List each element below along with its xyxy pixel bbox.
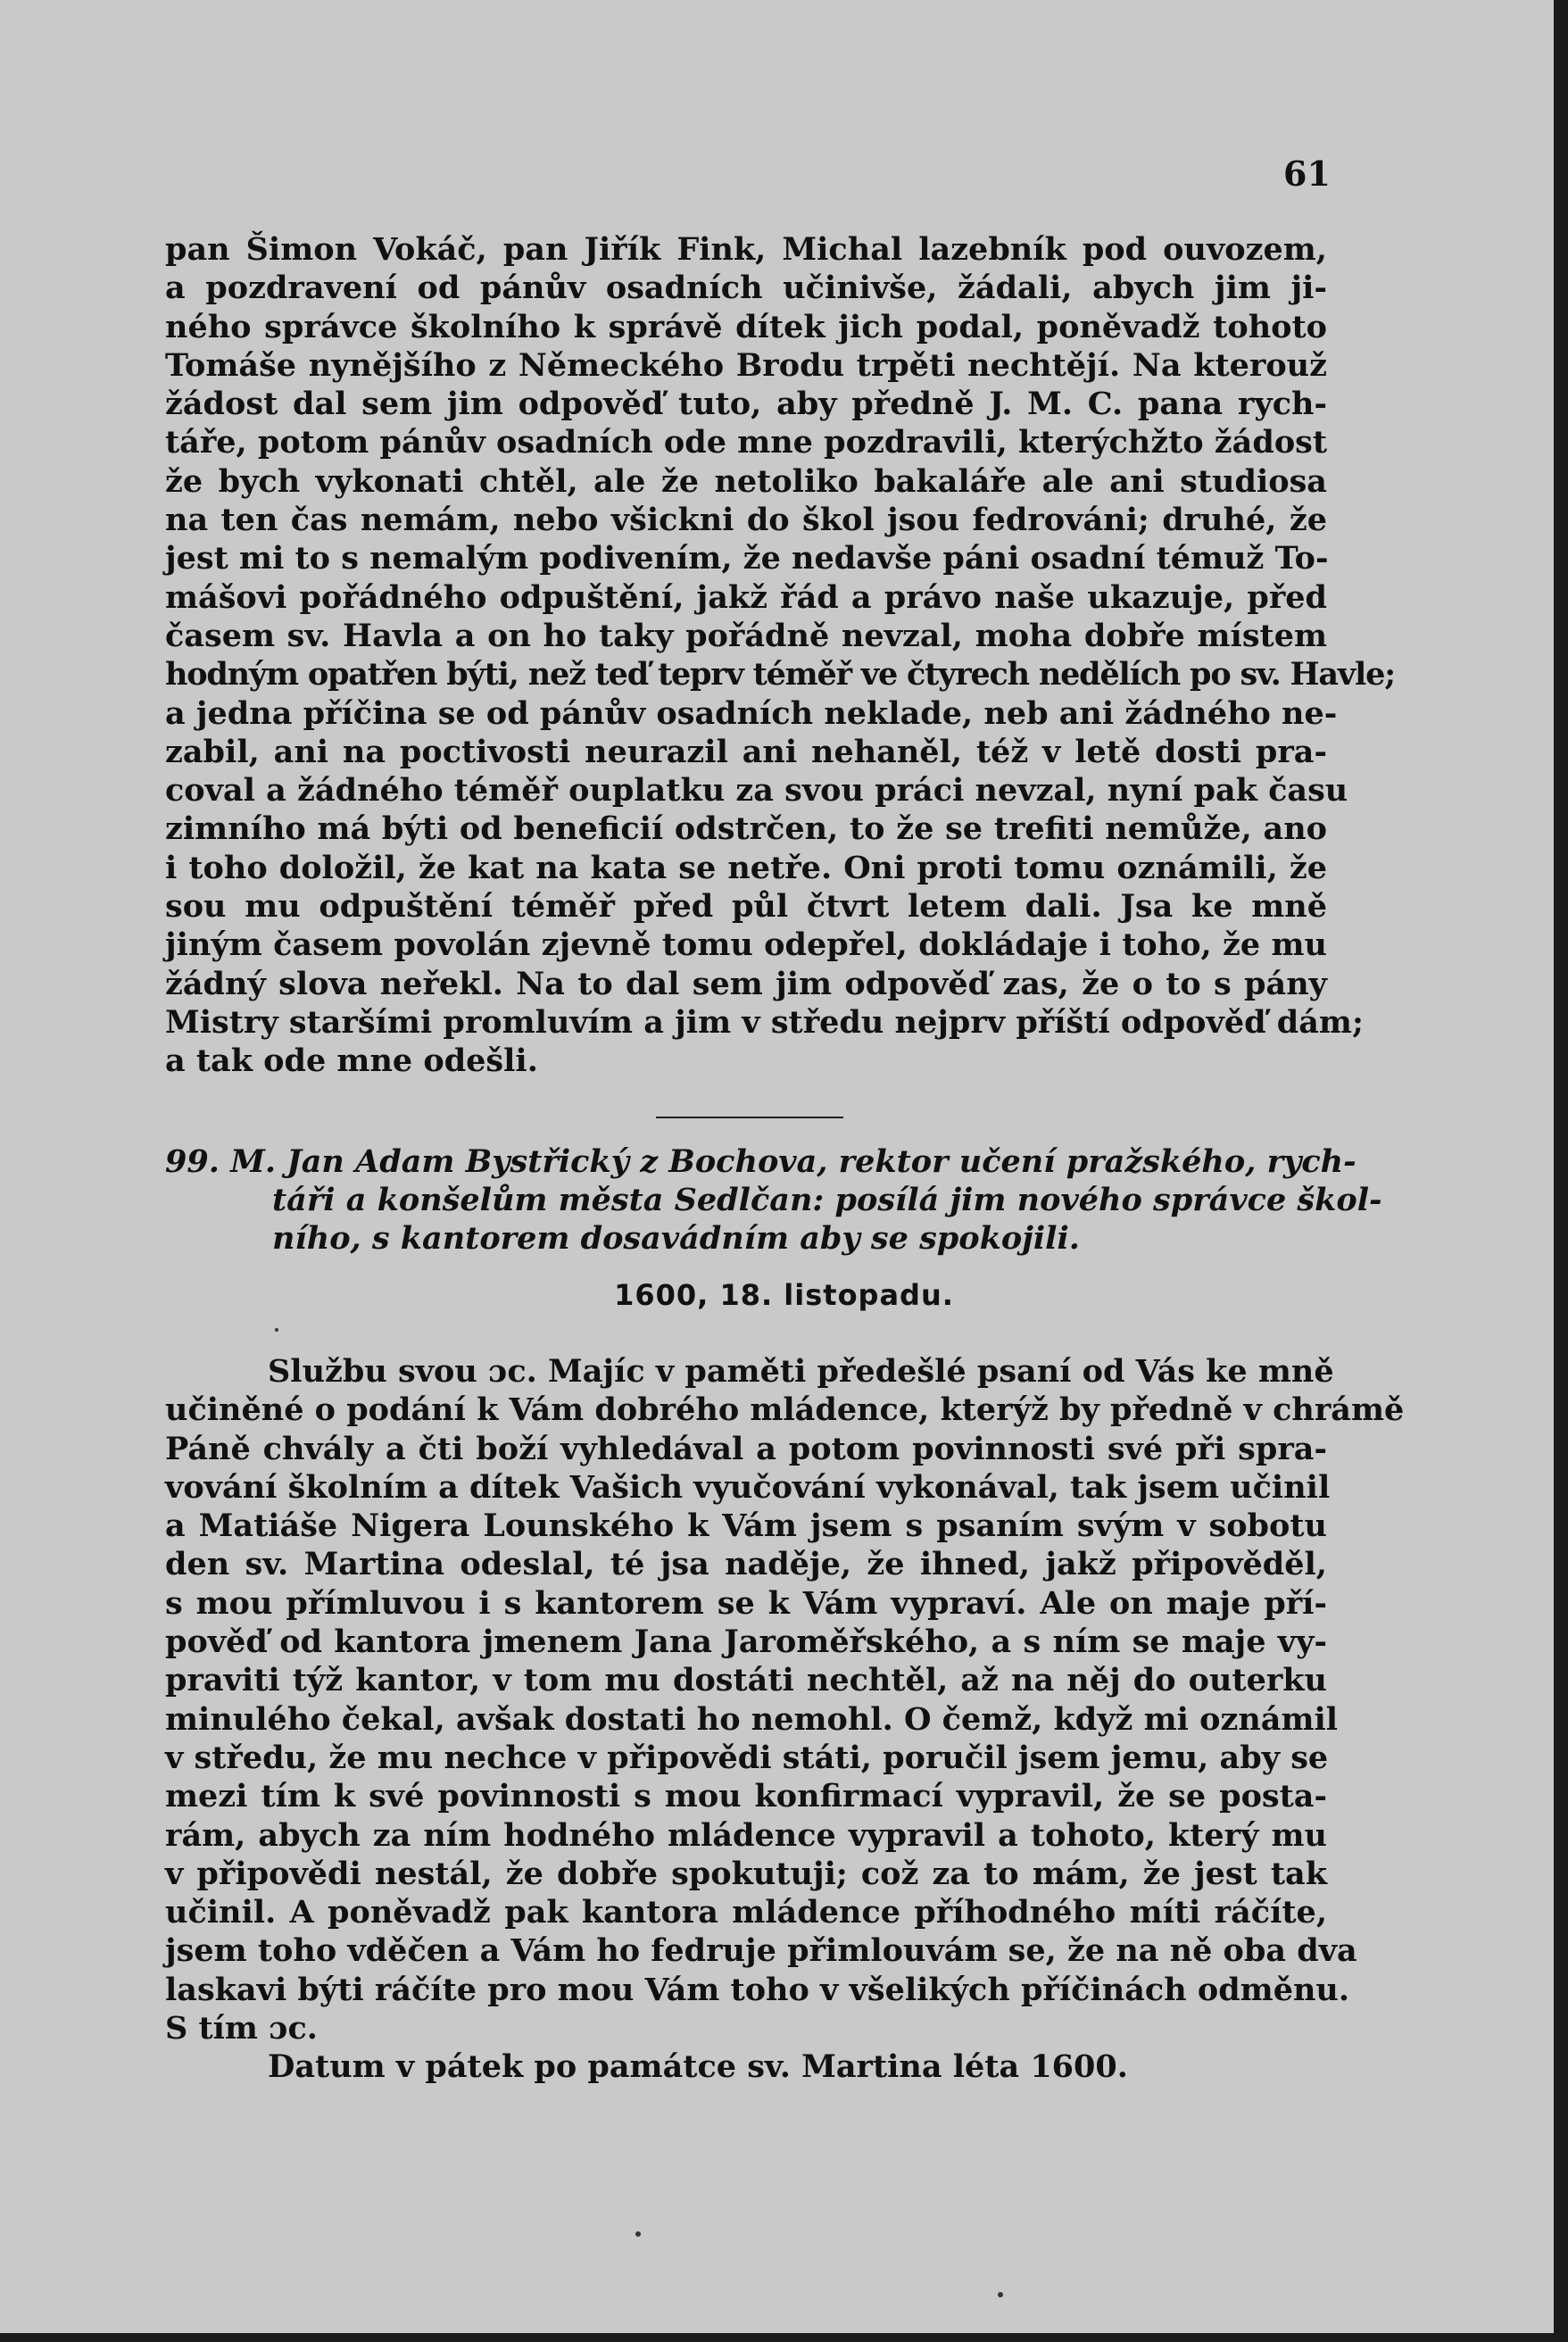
heading-line: táři a konšelům města Sedlčan: posílá jim nového správce škol- (272, 1182, 1382, 1218)
text-line: ného správce školního k správě dítek jich podal, poněvadž tohoto (165, 308, 1327, 345)
text-line: a tak ode mne odešli. (165, 1042, 538, 1080)
text-line: jest mi to s nemalým podivením, že nedavše páni osadní témuž To- (165, 540, 1329, 577)
heading-line: ního, s kantorem dosavádním aby se spokojili. (272, 1220, 1080, 1257)
text-line: s mou přímluvou i s kantorem se k Vám vypraví. Ale on maje pří- (165, 1584, 1327, 1622)
print-speck (998, 2292, 1003, 2297)
text-line: a Matiáše Nigera Lounského k Vám jsem s psaním svým v sobotu (165, 1507, 1327, 1545)
text-line: pan Šimon Vokáč, pan Jiřík Fink, Michal lazebník pod ouvozem, (165, 231, 1327, 268)
scan-edge-bottom (0, 2333, 1568, 2342)
text-line: den sv. Martina odeslal, té jsa naděje, že ihned, jakž připověděl, (165, 1546, 1327, 1583)
letter-date: 1600, 18. listopadu. (614, 1278, 954, 1312)
text-line: Mistry staršími promluvím a jim v středu nejprv příští odpověď dám; (165, 1003, 1364, 1041)
text-line: S tím ɔc. (165, 2010, 318, 2047)
text-line: Páně chvály a čti boží vyhledával a potom povinnosti své při spra- (165, 1430, 1327, 1467)
text-line: hodným opatřen býti, než teď teprv téměř ve čtyrech nedělích po sv. Havle; (165, 656, 1395, 693)
section-separator (656, 1117, 843, 1118)
letter-heading (165, 1142, 1382, 1258)
text-line: minulého čekal, avšak dostati ho nemohl. O čemž, když mi oznámil (165, 1700, 1339, 1738)
text-line: laskavi býti ráčíte pro mou Vám toho v všelikých příčinách odměnu. (165, 1971, 1350, 2008)
text-line: praviti týž kantor, v tom mu dostáti nechtěl, až na něj do outerku (165, 1662, 1327, 1699)
page-number: 61 (1283, 154, 1331, 194)
text-line: pověď od kantora jmenem Jana Jaroměřského, a s ním se maje vy- (165, 1624, 1327, 1661)
text-line: vování školním a dítek Vašich vyučování vykonával, tak jsem učinil (165, 1468, 1331, 1506)
text-line: a pozdravení od pánův osadních učinivše, žádali, abych jim ji- (165, 270, 1327, 307)
text-line: zabil, ani na poctivosti neurazil ani nehaněl, též v letě dosti pra- (165, 733, 1327, 770)
text-line: že bych vykonati chtěl, ale že netoliko bakaláře ale ani studiosa (165, 462, 1327, 500)
text-line: sou mu odpuštění téměř před půl čtvrt letem dali. Jsa ke mně (165, 888, 1327, 926)
text-line: Službu svou ɔc. Majíc v paměti předešlé psaní od Vás ke mně (268, 1353, 1334, 1390)
text-line: a jedna příčina se od pánův osadních neklade, neb ani žádného ne- (165, 694, 1338, 732)
text-line: mášovi pořádného odpuštění, jakž řád a právo naše ukazuje, před (165, 578, 1327, 616)
text-line: i toho doložil, že kat na kata se netře. Oni proti tomu oznámili, že (165, 849, 1327, 886)
print-speck (635, 2231, 641, 2237)
paragraph-letter-continuation (165, 230, 1395, 1081)
print-speck (275, 1328, 278, 1332)
text-line: časem sv. Havla a on ho taky pořádně nevzal, moha dobře místem (165, 617, 1327, 654)
text-line: v připovědi nestál, že dobře spokutuji; což za to mám, že jest tak (165, 1855, 1327, 1892)
text-line: učinil. A poněvadž pak kantora mládence příhodného míti ráčíte, (165, 1894, 1327, 1931)
text-line: na ten čas nemám, nebo všickni do škol jsou fedrováni; druhé, že (165, 502, 1327, 539)
text-line: jiným časem povolán zjevně tomu odepřel, dokládaje i toho, že mu (165, 926, 1327, 964)
paragraph-letter-body (165, 1352, 1405, 2087)
text-line: žádost dal sem jim odpověď tuto, aby předně J. M. C. pana rych- (165, 386, 1327, 423)
text-line: rám, abych za ním hodného mládence vypravil a tohoto, který mu (165, 1816, 1327, 1854)
text-line: jsem toho vděčen a Vám ho fedruje přimlouvám se, že na ně oba dva (165, 1932, 1357, 1970)
scan-edge-right (1554, 0, 1568, 2342)
text-line: mezi tím k své povinnosti s mou konfirmací vypravil, že se posta- (165, 1778, 1327, 1815)
heading-line: 99. M. Jan Adam Bystřický z Bochova, rektor učení pražského, rych- (165, 1143, 1356, 1180)
text-line: zimního má býti od beneficií odstrčen, to že se trefiti nemůže, ano (165, 810, 1327, 848)
text-line: v středu, že mu nechce v připovědi státi, poručil jsem jemu, aby se (165, 1739, 1329, 1776)
text-line: coval a žádného téměř ouplatku za svou práci nevzal, nyní pak času (165, 772, 1348, 810)
text-line: táře, potom pánův osadních ode mne pozdravili, kterýchžto žádost (165, 424, 1328, 461)
text-line: Tomáše nynějšího z Německého Brodu trpěti nechtějí. Na kterouž (165, 346, 1327, 384)
text-line: učiněné o podání k Vám dobrého mládence, kterýž by předně v chrámě (165, 1391, 1405, 1429)
text-line: žádný slova neřekl. Na to dal sem jim odpověď zas, že o to s pány (165, 965, 1327, 1002)
closing-line: Datum v pátek po památce sv. Martina léta 1600. (268, 2048, 1128, 2086)
